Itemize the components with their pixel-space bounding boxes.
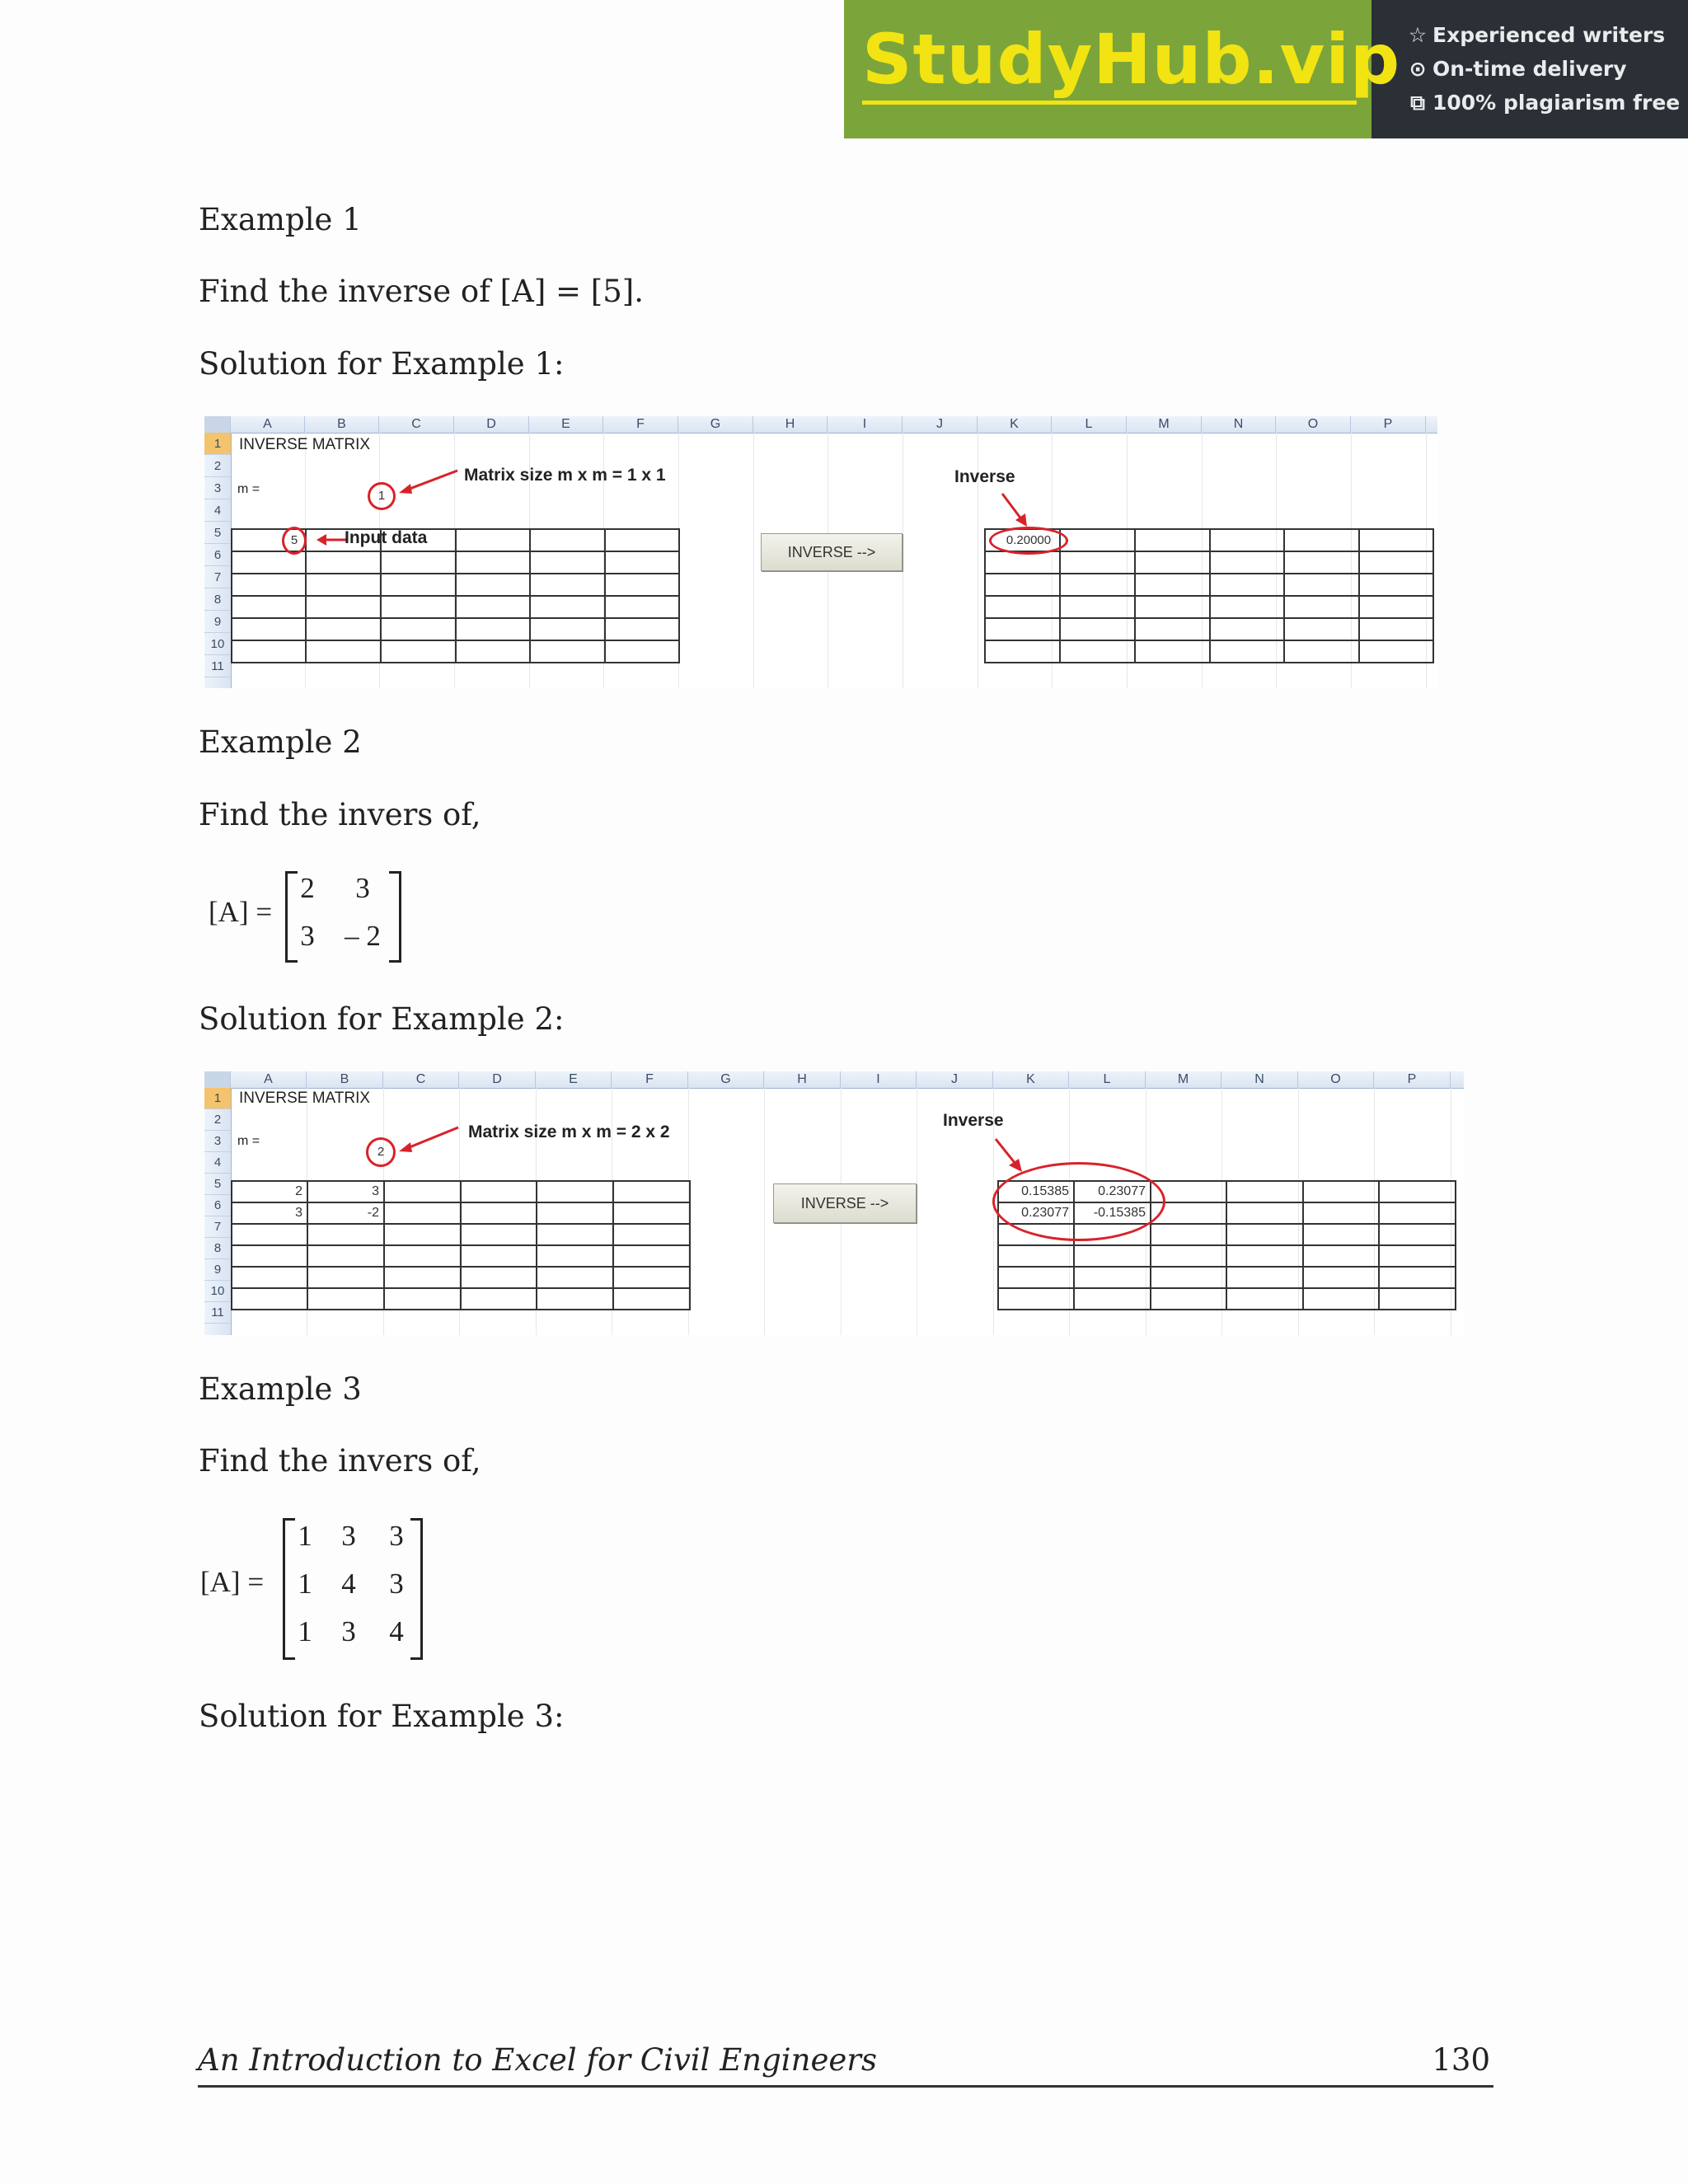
matrix-cell: 3 (389, 1520, 404, 1552)
result-cell[interactable] (1151, 1224, 1226, 1245)
perk-on-time-delivery (1408, 57, 1627, 81)
result-cell[interactable] (1284, 596, 1359, 618)
input-cell[interactable] (384, 1224, 461, 1245)
example-2-heading: Example 2 (199, 724, 362, 760)
input-cell[interactable] (456, 551, 530, 574)
studyhub-banner[interactable] (844, 0, 1688, 138)
input-cell[interactable] (456, 574, 530, 596)
row-header: 6 (204, 544, 231, 566)
input-cell[interactable] (613, 1267, 690, 1288)
input-cell[interactable] (605, 596, 679, 618)
result-cell[interactable] (1303, 1224, 1379, 1245)
input-cell[interactable] (306, 551, 381, 574)
result-cell[interactable] (998, 1267, 1074, 1288)
result-highlight-ellipse (992, 1162, 1165, 1241)
column-header: A (231, 416, 305, 433)
row-header: 3 (204, 477, 231, 499)
clock-icon: ⊙ (1409, 57, 1427, 81)
row-header-bar (204, 1088, 232, 1335)
input-cell[interactable] (232, 618, 306, 640)
result-cell[interactable] (1379, 1245, 1456, 1267)
input-cell[interactable] (232, 1288, 307, 1310)
result-cell[interactable] (1060, 574, 1135, 596)
row-header: 11 (204, 1302, 231, 1324)
input-cell[interactable] (530, 640, 605, 663)
column-header-bar (204, 1071, 1464, 1089)
row-header: 8 (204, 1238, 231, 1259)
matrix-cell: 1 (298, 1520, 312, 1552)
result-cell[interactable] (1303, 1202, 1379, 1224)
result-cell[interactable] (1074, 1267, 1151, 1288)
row-header: 6 (204, 1195, 231, 1216)
brand-underline (862, 101, 1357, 105)
input-cell[interactable] (537, 1267, 613, 1288)
row-header: 5 (204, 1174, 231, 1195)
result-cell[interactable] (1284, 574, 1359, 596)
column-header: J (903, 416, 978, 433)
matrix-cell: 2 (300, 872, 315, 904)
result-cell[interactable] (985, 596, 1060, 618)
column-header: C (379, 416, 454, 433)
input-cell[interactable] (307, 1267, 384, 1288)
input-cell[interactable] (232, 574, 306, 596)
input-cell[interactable] (461, 1267, 537, 1288)
input-value: 5 (282, 527, 307, 555)
result-cell[interactable] (1135, 529, 1210, 551)
column-header: A (231, 1071, 307, 1088)
input-cell[interactable] (537, 1202, 613, 1224)
input-cell[interactable] (381, 640, 456, 663)
example-1-question: Find the inverse of [A] = [5]. (199, 274, 644, 309)
input-cell[interactable] (613, 1288, 690, 1310)
matrix-cell: 3 (389, 1568, 404, 1600)
result-cell[interactable] (1135, 618, 1210, 640)
input-cell[interactable] (232, 596, 306, 618)
footer-book-title: An Introduction to Excel for Civil Engineers (198, 2042, 877, 2078)
column-header: B (305, 416, 379, 433)
select-all-corner (204, 416, 231, 433)
input-matrix-table (231, 528, 680, 663)
input-cell[interactable] (613, 1181, 690, 1202)
example-1-solution-label: Solution for Example 1: (199, 346, 565, 382)
column-header: M (1127, 416, 1202, 433)
annotation-arrow (396, 1124, 462, 1157)
matrix-cell: 4 (389, 1615, 404, 1647)
input-cell[interactable] (461, 1288, 537, 1310)
matrix-lhs: [A] = (209, 896, 273, 928)
input-cell[interactable] (384, 1202, 461, 1224)
result-cell[interactable] (1303, 1245, 1379, 1267)
example-3-question: Find the invers of, (199, 1443, 481, 1479)
matrix-size-note: Matrix size m x m = 1 x 1 (464, 466, 666, 485)
result-cell[interactable] (1060, 640, 1135, 663)
result-cell[interactable] (985, 574, 1060, 596)
column-header: N (1202, 416, 1276, 433)
input-cell[interactable] (232, 529, 306, 551)
input-cell[interactable] (232, 551, 306, 574)
result-cell[interactable] (1226, 1181, 1303, 1202)
result-cell[interactable] (1284, 551, 1359, 574)
inverse-button[interactable]: INVERSE --> (761, 533, 903, 571)
result-cell[interactable] (1210, 574, 1284, 596)
column-header: L (1069, 1071, 1146, 1088)
brand-logo[interactable]: StudyHub.vip (862, 19, 1401, 100)
result-cell[interactable] (1060, 618, 1135, 640)
result-cell[interactable] (1060, 551, 1135, 574)
column-header: G (678, 416, 753, 433)
input-matrix-table (231, 1180, 691, 1310)
matrix-cell: 1 (298, 1568, 312, 1600)
matrix-3x3 (200, 1515, 423, 1659)
row-header: 2 (204, 455, 231, 477)
column-header: P (1374, 1071, 1451, 1088)
column-header: F (612, 1071, 688, 1088)
input-cell[interactable] (530, 551, 605, 574)
column-header: P (1351, 416, 1426, 433)
right-bracket (410, 1518, 423, 1660)
result-cell[interactable] (1359, 596, 1433, 618)
input-cell[interactable] (537, 1288, 613, 1310)
column-header: C (383, 1071, 459, 1088)
column-header: O (1298, 1071, 1374, 1088)
row-header: 5 (204, 522, 231, 544)
input-cell[interactable] (605, 574, 679, 596)
result-cell[interactable] (1284, 640, 1359, 663)
row-header: 4 (204, 499, 231, 522)
input-cell[interactable] (381, 551, 456, 574)
result-cell[interactable] (1226, 1288, 1303, 1310)
row-header: 4 (204, 1152, 231, 1174)
result-cell[interactable] (985, 551, 1060, 574)
input-cell[interactable]: 3 (307, 1181, 384, 1202)
column-header: K (978, 416, 1052, 433)
input-cell[interactable]: 3 (232, 1202, 307, 1224)
result-cell[interactable] (985, 529, 1060, 551)
example-2-solution-label: Solution for Example 2: (199, 1001, 565, 1037)
matrix-cell: 3 (341, 1520, 356, 1552)
right-bracket (389, 871, 401, 963)
column-header-bar (204, 416, 1437, 434)
input-cell[interactable] (384, 1181, 461, 1202)
input-cell[interactable] (381, 618, 456, 640)
inverse-label: Inverse (943, 1111, 1004, 1130)
spreadsheet-screenshot-2 (204, 1071, 1464, 1335)
matrix-cell: 4 (341, 1568, 356, 1600)
result-cell[interactable] (1284, 618, 1359, 640)
input-cell[interactable] (461, 1245, 537, 1267)
column-header: N (1221, 1071, 1298, 1088)
star-icon: ☆ (1408, 23, 1428, 47)
input-cell[interactable] (456, 529, 530, 551)
column-header: O (1276, 416, 1351, 433)
input-cell[interactable] (613, 1245, 690, 1267)
row-header: 7 (204, 1216, 231, 1238)
result-cell[interactable] (1303, 1267, 1379, 1288)
column-header: E (536, 1071, 612, 1088)
input-cell[interactable] (613, 1202, 690, 1224)
select-all-corner (204, 1071, 231, 1088)
example-3-solution-label: Solution for Example 3: (199, 1699, 565, 1734)
result-cell[interactable]: 0.23077 (998, 1202, 1074, 1224)
result-cell[interactable] (1226, 1245, 1303, 1267)
input-cell[interactable] (605, 529, 679, 551)
row-header: 1 (204, 1088, 231, 1109)
input-cell[interactable]: -2 (307, 1202, 384, 1224)
row-header: 10 (204, 633, 231, 655)
input-cell[interactable] (605, 551, 679, 574)
column-header: K (993, 1071, 1069, 1088)
result-cell[interactable] (1060, 596, 1135, 618)
input-cell[interactable] (232, 1224, 307, 1245)
row-header: 8 (204, 588, 231, 611)
column-header: I (841, 1071, 917, 1088)
perk-experienced-writers (1408, 23, 1665, 47)
example-3-heading: Example 3 (199, 1371, 362, 1407)
input-cell[interactable] (537, 1181, 613, 1202)
column-header: G (688, 1071, 764, 1088)
input-cell[interactable] (384, 1288, 461, 1310)
input-cell[interactable] (306, 618, 381, 640)
input-cell[interactable] (306, 640, 381, 663)
matrix-lhs: [A] = (200, 1566, 265, 1598)
sheet-title: INVERSE MATRIX (239, 436, 371, 453)
input-cell[interactable] (456, 618, 530, 640)
perk-plagiarism-free (1408, 91, 1680, 115)
column-header: L (1052, 416, 1127, 433)
result-cell[interactable] (1074, 1245, 1151, 1267)
input-cell[interactable] (461, 1181, 537, 1202)
input-cell[interactable] (461, 1224, 537, 1245)
sheet-title: INVERSE MATRIX (239, 1090, 371, 1107)
input-cell[interactable] (307, 1224, 384, 1245)
annotation-arrow (396, 466, 462, 499)
matrix-size-note: Matrix size m x m = 2 x 2 (468, 1122, 670, 1141)
perk-label: Experienced writers (1432, 23, 1666, 47)
input-cell[interactable] (232, 1267, 307, 1288)
result-value: 0.20000 (989, 527, 1068, 555)
column-header: M (1146, 1071, 1221, 1088)
result-cell[interactable] (1226, 1202, 1303, 1224)
result-cell[interactable] (1359, 551, 1433, 574)
result-cell[interactable] (1210, 596, 1284, 618)
input-cell[interactable] (456, 640, 530, 663)
row-header: 2 (204, 1109, 231, 1131)
input-cell[interactable] (307, 1288, 384, 1310)
input-cell[interactable] (384, 1267, 461, 1288)
column-header: D (459, 1071, 536, 1088)
result-cell[interactable] (1135, 574, 1210, 596)
result-cell[interactable] (998, 1245, 1074, 1267)
gridline (753, 433, 754, 688)
input-cell[interactable] (530, 574, 605, 596)
result-cell[interactable] (1359, 618, 1433, 640)
result-matrix-table (984, 528, 1434, 663)
result-cell[interactable] (1210, 529, 1284, 551)
result-cell[interactable] (1135, 640, 1210, 663)
input-cell[interactable] (530, 618, 605, 640)
copy-icon: ⧉ (1410, 91, 1425, 115)
gridline (764, 1088, 765, 1335)
input-cell[interactable] (306, 574, 381, 596)
input-cell[interactable] (232, 640, 306, 663)
perk-label: On-time delivery (1432, 57, 1627, 81)
input-cell[interactable] (605, 618, 679, 640)
example-2-question: Find the invers of, (199, 797, 481, 832)
input-cell[interactable] (381, 574, 456, 596)
result-cell[interactable] (1151, 1245, 1226, 1267)
matrix-cell: 3 (341, 1615, 356, 1647)
m-label: m = (237, 1134, 260, 1148)
perk-label: 100% plagiarism free (1432, 91, 1681, 115)
result-cell[interactable] (1135, 551, 1210, 574)
row-header: 3 (204, 1131, 231, 1152)
result-cell[interactable] (1359, 574, 1433, 596)
result-cell[interactable] (1379, 1288, 1456, 1310)
result-cell[interactable] (1210, 640, 1284, 663)
column-header: J (917, 1071, 993, 1088)
result-cell[interactable] (1210, 618, 1284, 640)
page-number: 130 (1432, 2042, 1490, 2078)
result-cell[interactable] (985, 640, 1060, 663)
matrix-cell: 1 (298, 1615, 312, 1647)
result-cell[interactable] (1303, 1288, 1379, 1310)
result-cell[interactable]: 0.23077 (1074, 1181, 1151, 1202)
result-cell[interactable] (1379, 1224, 1456, 1245)
result-cell[interactable] (1379, 1267, 1456, 1288)
input-cell[interactable] (537, 1245, 613, 1267)
input-cell[interactable]: 2 (232, 1181, 307, 1202)
result-cell[interactable] (1151, 1267, 1226, 1288)
input-cell[interactable] (306, 596, 381, 618)
input-cell[interactable] (605, 640, 679, 663)
annotation-arrow (999, 492, 1032, 528)
result-cell[interactable] (1060, 529, 1135, 551)
result-cell[interactable] (1074, 1288, 1151, 1310)
input-cell[interactable] (537, 1224, 613, 1245)
result-cell[interactable] (1303, 1181, 1379, 1202)
row-header: 1 (204, 433, 231, 455)
page-footer (198, 2042, 1493, 2088)
input-cell[interactable] (384, 1245, 461, 1267)
input-cell[interactable] (381, 596, 456, 618)
result-cell[interactable] (1359, 529, 1433, 551)
result-cell[interactable] (1210, 551, 1284, 574)
result-cell[interactable] (1135, 596, 1210, 618)
result-cell[interactable] (1284, 529, 1359, 551)
row-header: 7 (204, 566, 231, 588)
input-cell[interactable] (232, 1245, 307, 1267)
result-cell[interactable]: 0.15385 (998, 1181, 1074, 1202)
matrix-cell: – 2 (345, 920, 381, 952)
result-cell[interactable] (998, 1288, 1074, 1310)
column-header: E (529, 416, 603, 433)
column-header: F (603, 416, 678, 433)
result-cell[interactable]: -0.15385 (1074, 1202, 1151, 1224)
row-header: 11 (204, 655, 231, 677)
result-cell[interactable] (1379, 1181, 1456, 1202)
matrix-2x2 (206, 867, 404, 966)
input-data-note: Input data (345, 528, 428, 547)
spreadsheet-screenshot-1 (204, 416, 1437, 688)
m-value-cell: 2 (366, 1137, 396, 1167)
column-header: D (454, 416, 529, 433)
matrix-cell: 3 (355, 872, 370, 904)
input-cell[interactable] (530, 529, 605, 551)
result-cell[interactable] (985, 618, 1060, 640)
column-header: H (753, 416, 828, 433)
result-cell[interactable] (1359, 640, 1433, 663)
row-header: 9 (204, 1259, 231, 1281)
row-header: 10 (204, 1281, 231, 1302)
input-cell[interactable] (456, 596, 530, 618)
example-1-heading: Example 1 (199, 202, 362, 237)
row-header-bar (204, 433, 232, 688)
input-cell[interactable] (461, 1202, 537, 1224)
result-cell[interactable] (1151, 1288, 1226, 1310)
result-cell[interactable] (1379, 1202, 1456, 1224)
annotation-arrow (992, 1137, 1025, 1174)
inverse-button[interactable]: INVERSE --> (773, 1183, 917, 1223)
column-header: I (828, 416, 903, 433)
input-cell[interactable] (530, 596, 605, 618)
m-value-cell: 1 (368, 482, 396, 510)
inverse-label: Inverse (954, 467, 1015, 486)
input-cell[interactable] (613, 1224, 690, 1245)
column-header: B (307, 1071, 383, 1088)
input-cell[interactable] (307, 1245, 384, 1267)
column-header: H (764, 1071, 841, 1088)
annotation-arrow (315, 532, 348, 548)
result-cell[interactable] (1226, 1267, 1303, 1288)
row-header: 9 (204, 611, 231, 633)
result-cell[interactable] (1226, 1224, 1303, 1245)
m-label: m = (237, 482, 260, 496)
matrix-cell: 3 (300, 920, 315, 952)
